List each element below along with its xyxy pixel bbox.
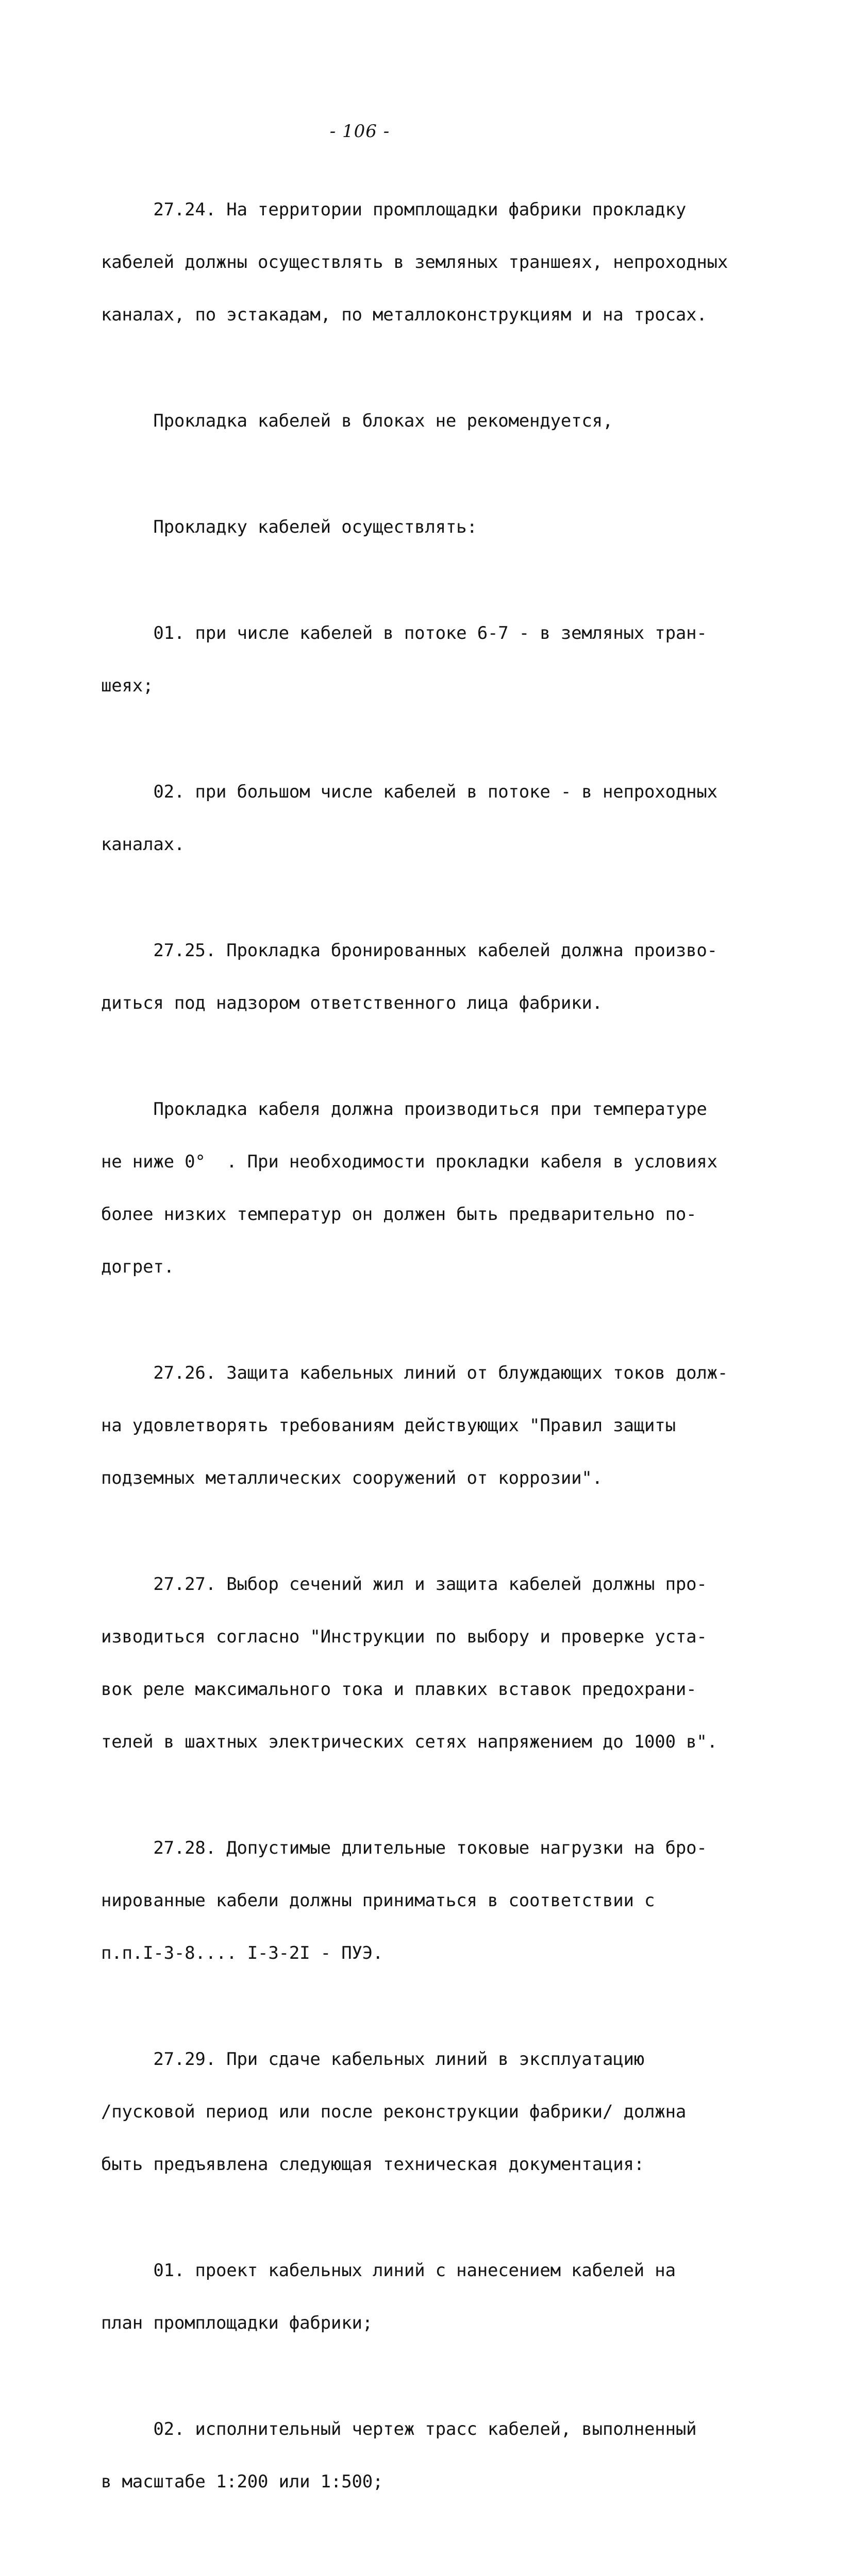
text-line: Прокладку кабелей осуществлять: [101, 517, 477, 537]
text-line: на удовлетворять требованиям действующих "Правил защиты [101, 1415, 676, 1436]
text-line: Прокладка кабелей в блоках не рекомендуется, [101, 411, 613, 431]
text-line: шеях; [101, 675, 154, 696]
doc-item-03 [101, 2544, 756, 2576]
text-line: п.п.I-3-8.... I-3-2I - ПУЭ. [101, 1943, 383, 1963]
paragraph-27-26 [101, 1329, 756, 1522]
text-line: 27.24. На территории промплощадки фабрики прокладку [101, 199, 687, 220]
text-line: план промплощадки фабрики; [101, 2313, 373, 2333]
paragraph-laying-intro [101, 483, 756, 571]
text-line: в масштабе 1:200 или 1:500; [101, 2471, 383, 2492]
list-item-02 [101, 748, 756, 888]
text-line: диться под надзором ответственного лица фабрики. [101, 993, 603, 1013]
text-line: быть предъявлена следующая техническая документация: [101, 2154, 645, 2175]
text-line: 27.27. Выбор сечений жил и защита кабелей должны про- [101, 1574, 707, 1595]
text-line: 27.28. Допустимые длительные токовые нагрузки на бро- [101, 1838, 707, 1858]
document-body [101, 166, 756, 2576]
text-line: более низких температур он должен быть предварительно по- [101, 1204, 697, 1225]
text-line: Прокладка кабеля должна производиться при температуре [101, 1099, 707, 1120]
paragraph-27-28 [101, 1804, 756, 1997]
text-line: телей в шахтных электрических сетях напряжением до 1000 в". [101, 1732, 717, 1752]
text-line: 27.26. Защита кабельных линий от блуждающих токов долж- [101, 1363, 728, 1383]
paragraph-27-25 [101, 907, 756, 1047]
doc-item-01 [101, 2227, 756, 2367]
list-item-01 [101, 589, 756, 730]
text-line: нированные кабели должны приниматься в соответствии с [101, 1890, 655, 1911]
paragraph-27-29 [101, 2015, 756, 2208]
text-line: 01. проект кабельных линий с нанесением кабелей на [101, 2260, 676, 2281]
paragraph-27-24 [101, 166, 756, 359]
text-line: не ниже 0° . При необходимости прокладки кабеля в условиях [101, 1151, 717, 1172]
text-line: 27.25. Прокладка бронированных кабелей должна произво- [101, 940, 717, 961]
text-line: догрет. [101, 1257, 174, 1277]
doc-item-02 [101, 2385, 756, 2526]
text-line: каналах, по эстакадам, по металлоконструкциям и на тросах. [101, 304, 707, 325]
paragraph-temperature [101, 1065, 756, 1311]
text-line: 02. исполнительный чертеж трасс кабелей, выполненный [101, 2419, 697, 2439]
paragraph-27-27 [101, 1540, 756, 1786]
text-line: 27.29. При сдаче кабельных линий в эксплуатацию [101, 2049, 645, 2070]
page-number: - 106 - [329, 121, 390, 142]
text-line: 02. при большом числе кабелей в потоке - в непроходных [101, 782, 717, 802]
text-line: каналах. [101, 834, 185, 855]
paragraph-blocks [101, 377, 756, 465]
text-line: /пусковой период или после реконструкции фабрики/ должна [101, 2102, 687, 2122]
text-line: подземных металлических сооружений от коррозии". [101, 1468, 603, 1488]
text-line: 01. при числе кабелей в потоке 6-7 - в земляных тран- [101, 623, 707, 643]
text-line: кабелей должны осуществлять в земляных траншеях, непроходных [101, 252, 728, 273]
text-line: вок реле максимального тока и плавких вставок предохрани- [101, 1679, 697, 1700]
text-line: изводиться согласно "Инструкции по выбору и проверке уста- [101, 1626, 707, 1647]
